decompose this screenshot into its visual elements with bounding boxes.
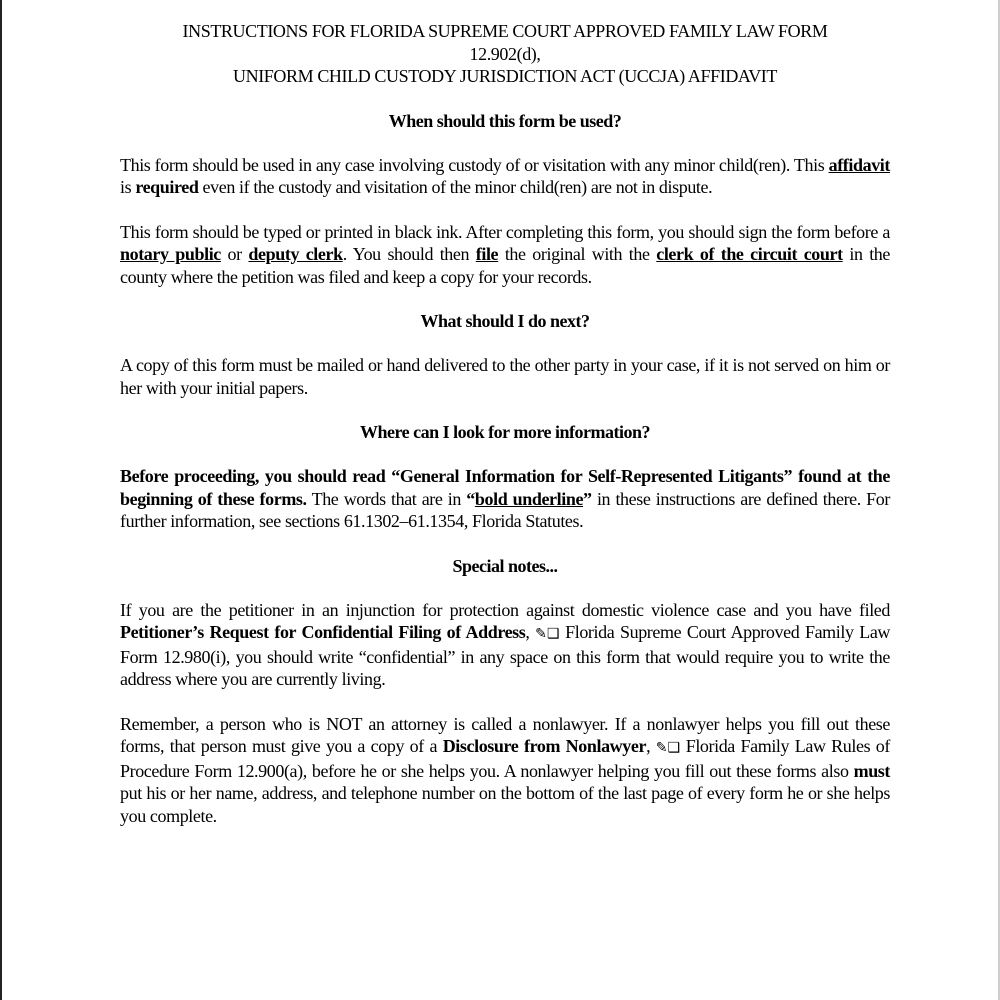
text-segment: or bbox=[220, 244, 249, 264]
text-bold-intro: Before proceeding, you should read “General Information for Self-Represented Litigants” found at the beginning of these forms. bbox=[120, 466, 890, 509]
heading-special-notes: Special notes... bbox=[452, 555, 558, 576]
paragraph-special-notes-2 bbox=[120, 713, 890, 828]
text-segment: in these instructions are defined there. For further information, see sections 61.1302–61.1354, Florida Statutes. bbox=[120, 488, 890, 531]
text-segment: , bbox=[525, 622, 536, 642]
term-affidavit: affidavit bbox=[828, 154, 890, 175]
text-segment: If you are the petitioner in an injunction for protection against domestic violence case and you have filed bbox=[120, 599, 890, 620]
text-segment: put his or her name, address, and telephone number on the bottom of the last page of every form he or she helps you complete. bbox=[120, 783, 890, 826]
quote-open: “ bbox=[466, 488, 475, 509]
form-name-disclosure-nonlawyer: Disclosure from Nonlawyer bbox=[442, 736, 647, 756]
heading-what-next: What should I do next? bbox=[420, 311, 590, 331]
form-name-confidential-filing: Petitioner’s Request for Confidential Filing of Address bbox=[120, 622, 526, 642]
heading-more-information: Where can I look for more information? bbox=[360, 422, 650, 442]
paragraph-when-used-1 bbox=[120, 154, 890, 199]
text-segment: The words that are in bbox=[306, 488, 467, 509]
text-segment: in the county where the petition was filed and keep a copy for your records. bbox=[120, 244, 891, 287]
text-segment: . You should then bbox=[342, 244, 476, 264]
document-title bbox=[120, 20, 890, 88]
text-segment: This form should be used in any case involving custody of or visitation with any minor child(ren). This bbox=[120, 154, 829, 175]
term-bold-underline: bold underline bbox=[474, 488, 584, 509]
text-segment: even if the custody and visitation of the minor child(ren) are not in dispute. bbox=[198, 177, 713, 197]
pencil-box-icon: ✎❑ bbox=[535, 626, 560, 642]
heading-when-used: When should this form be used? bbox=[388, 110, 622, 131]
term-required: required bbox=[135, 177, 199, 197]
term-must: must bbox=[853, 760, 890, 781]
text-segment: This form should be typed or printed in black ink. After completing this form, you should sign the form before a bbox=[120, 221, 890, 242]
text-segment: Remember, a person who is NOT an attorney is called a nonlawyer. If a nonlawyer helps you fill out these forms, that person must give you a copy of a bbox=[120, 713, 890, 756]
document-page bbox=[120, 20, 890, 849]
term-notary-public: notary public bbox=[120, 244, 221, 264]
pencil-box-icon: ✎❑ bbox=[655, 740, 681, 756]
text-segment: Florida Supreme Court Approved Family Law Form 12.980(i), you should write “confidential” in any space on this form that would require you to write the address where you are currently living. bbox=[120, 622, 891, 689]
term-clerk-of-circuit-court: clerk of the circuit court bbox=[656, 244, 843, 264]
quote-close: ” bbox=[583, 488, 592, 509]
title-line-2: 12.902(d), bbox=[469, 43, 541, 64]
page-left-border bbox=[0, 0, 2, 1000]
text-segment: Florida Family Law Rules of Procedure Form 12.900(a), before he or she helps you. A nonlawyer helping you fill out these forms also bbox=[120, 736, 890, 781]
paragraph-special-notes-1 bbox=[120, 599, 890, 691]
paragraph-what-next: A copy of this form must be mailed or hand delivered to the other party in your case, if it is not served on him or her with your initial papers. bbox=[120, 355, 890, 398]
paragraph-more-information bbox=[120, 465, 890, 533]
title-line-1: INSTRUCTIONS FOR FLORIDA SUPREME COURT APPROVED FAMILY LAW FORM bbox=[182, 21, 828, 41]
text-segment: is bbox=[120, 177, 136, 197]
paragraph-when-used-2 bbox=[120, 221, 890, 289]
title-line-3: UNIFORM CHILD CUSTODY JURISDICTION ACT (UCCJA) AFFIDAVIT bbox=[233, 66, 777, 86]
term-file: file bbox=[475, 244, 499, 264]
term-deputy-clerk: deputy clerk bbox=[248, 244, 343, 264]
text-segment: , bbox=[646, 736, 656, 756]
text-segment: the original with the bbox=[498, 244, 657, 264]
